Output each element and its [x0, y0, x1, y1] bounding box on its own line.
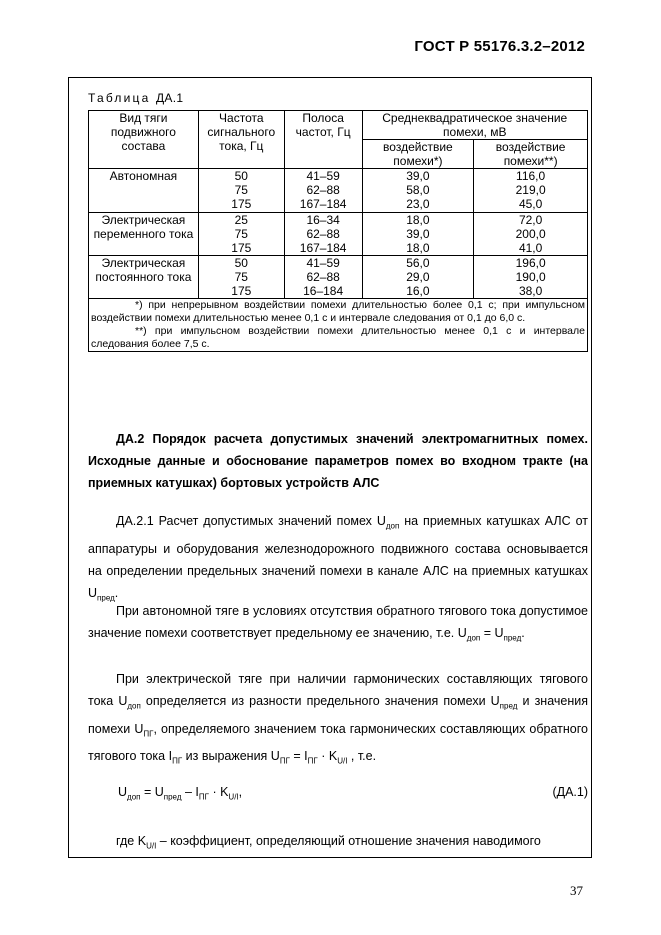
frequency-cell: 25 75 175: [198, 213, 284, 256]
document-header: ГОСТ Р 55176.3.2–2012: [414, 38, 585, 55]
paragraph-coefficient: где $K_{U/I}$ – коэффициент, определяющий отношение значения наводимого: [116, 834, 541, 851]
value-impact-2-cell: 196,0 190,0 38,0: [474, 256, 588, 299]
footnote-2: **) при импульсном воздействии помехи длительностью менее 0,1 с и интервале следования более 7,5 с.: [91, 325, 585, 350]
header-frequency-band: Полоса частот, Гц: [284, 111, 362, 169]
header-rms-value: Среднеквадратическое значение помехи, мВ: [362, 111, 587, 140]
value-impact-2-cell: 72,0 200,0 41,0: [474, 213, 588, 256]
paragraph-autonomous: При автономной тяге в условиях отсутствия обратного тягового тока допустимое значение помехи соответствует предельному ее значению, т.е. $U_{доп} = U_{пред}$.: [88, 604, 588, 643]
table-footnote-row: [89, 299, 588, 352]
traction-name: Автономная: [89, 169, 199, 213]
formula-number: (ДА.1): [552, 785, 588, 799]
header-signal-frequency: Частота сигнального тока, Гц: [198, 111, 284, 169]
traction-name: Электрическая переменного тока: [89, 213, 199, 256]
formula-da-1: [118, 785, 588, 802]
table-header-row: [89, 111, 588, 140]
header-impact-1: воздействие помехи*): [362, 140, 474, 169]
section-heading: ДА.2 Порядок расчета допустимых значений электромагнитных помех. Исходные данные и обоснование параметров помех во входном тракте (на приемных катушках) бортовых устройств АЛС: [88, 432, 588, 490]
table-caption-word: Таблица: [88, 91, 151, 105]
page-number: 37: [570, 883, 583, 898]
value-impact-2-cell: 116,0 219,0 45,0: [474, 169, 588, 213]
table-footnotes: [89, 299, 588, 352]
frequency-cell: 50 75 175: [198, 256, 284, 299]
table-row: [89, 169, 588, 213]
paragraph-electric: При электрической тяге при наличии гармонических составляющих тягового тока $U_{доп}$ определяется из разности предельного значения помехи $U_{пред}$ и значения помехи $U_{ПГ}$, определяемого значением тока гармонических составляющих обратного тягового тока $I_{ПГ}$ из выражения $U_{ПГ} = I_{ПГ} \cdot K_{U/I}$ , т.е.: [88, 672, 589, 766]
frequency-cell: 50 75 175: [198, 169, 284, 213]
band-cell: 41–59 62–88 167–184: [284, 169, 362, 213]
value-impact-1-cell: 39,0 58,0 23,0: [362, 169, 474, 213]
table-caption-number: ДА.1: [156, 91, 184, 105]
table-caption: [88, 91, 183, 105]
table-row: [89, 213, 588, 256]
value-impact-1-cell: 18,0 39,0 18,0: [362, 213, 474, 256]
header-impact-2: воздействие помехи**): [474, 140, 588, 169]
interference-table: [88, 110, 588, 352]
value-impact-1-cell: 56,0 29,0 16,0: [362, 256, 474, 299]
traction-name: Электрическая постоянного тока: [89, 256, 199, 299]
table-row: [89, 256, 588, 299]
band-cell: 16–34 62–88 167–184: [284, 213, 362, 256]
paragraph-da-2-1: ДА.2.1 Расчет допустимых значений помех $U_{доп}$ на приемных катушках АЛС от аппаратуры и оборудования железнодорожного подвижного состава основывается на определении предельных значений помехи в канале АЛС на приемных катушках $U_{пред}$.: [88, 514, 588, 602]
formula-expression: $U_{доп} = U_{пред} - I_{ПГ} \cdot K_{U/I}$,: [118, 785, 243, 802]
band-cell: 41–59 62–88 16–184: [284, 256, 362, 299]
footnote-1: *) при непрерывном воздействии помехи длительностью более 0,1 с; при импульсном воздействии помехи длительностью менее 0,1 с и интервале следования от 0,1 до 6,0 с.: [91, 299, 585, 324]
header-traction-type: Вид тяги подвижного состава: [89, 111, 199, 169]
